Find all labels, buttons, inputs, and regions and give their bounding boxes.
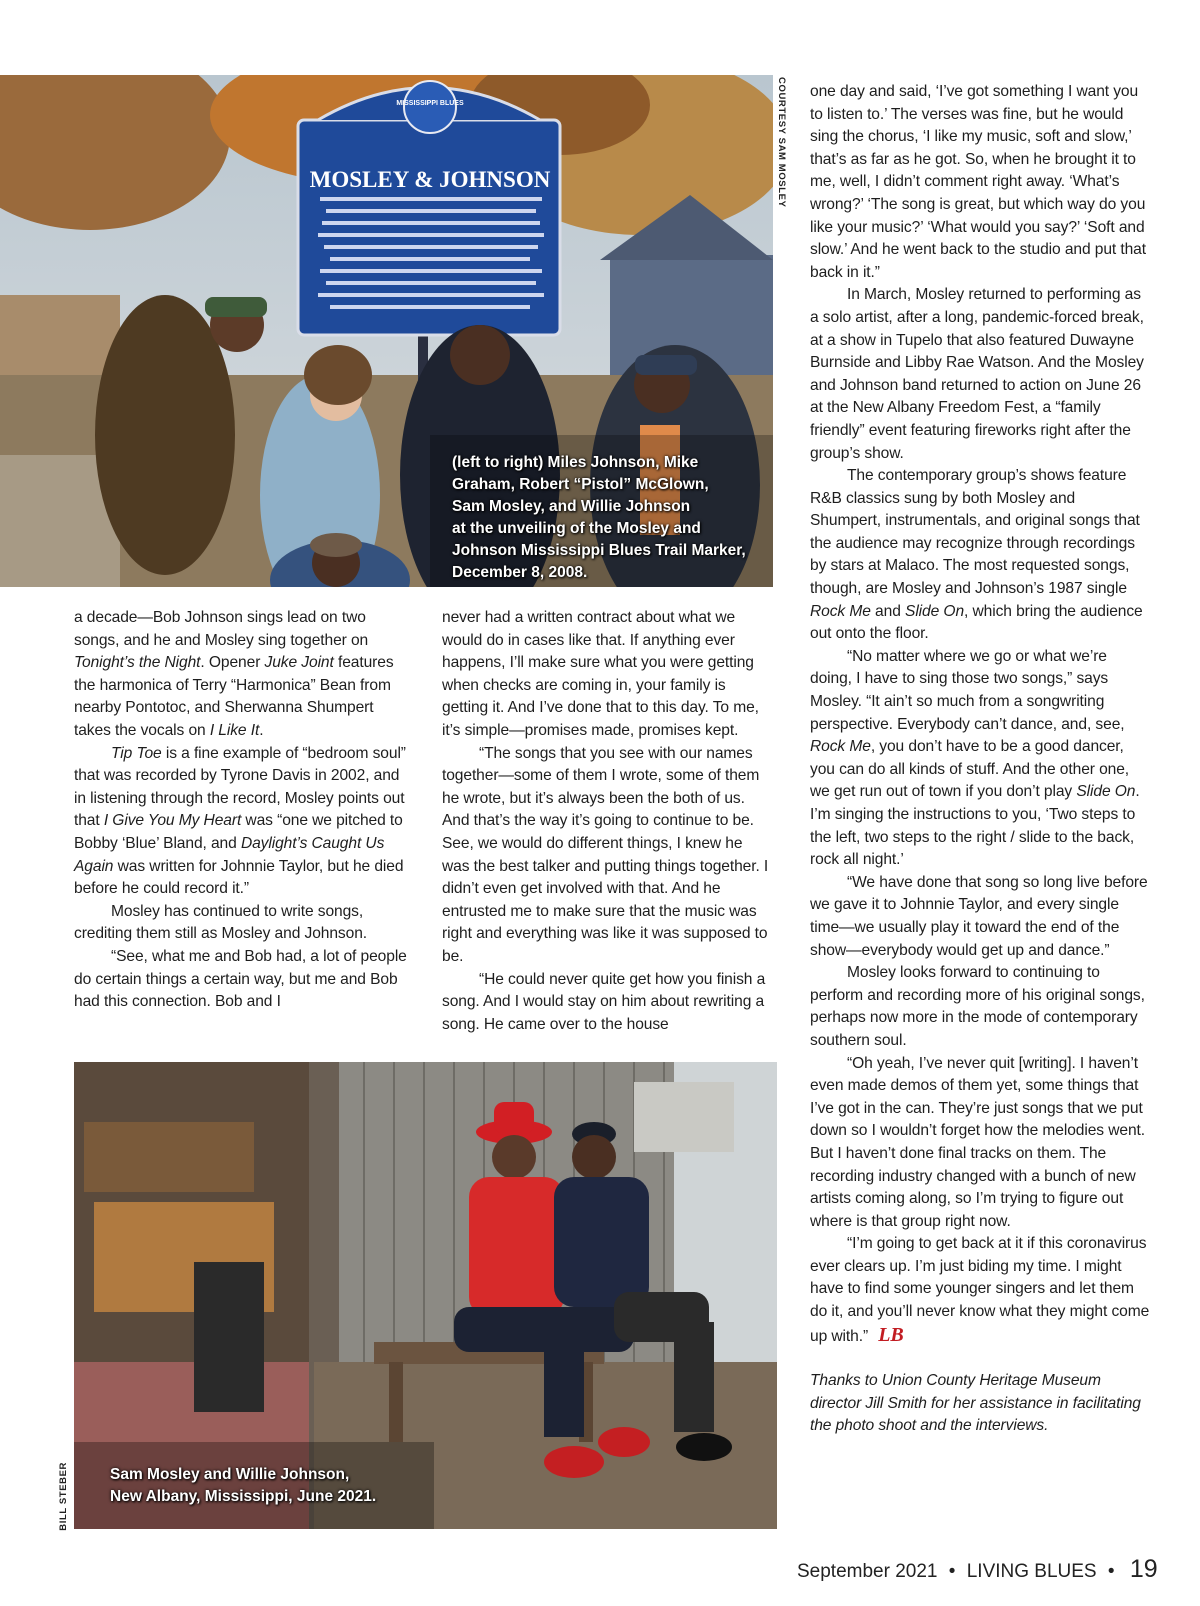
bottom-caption-line: Sam Mosley and Willie Johnson, bbox=[110, 1466, 350, 1483]
article-column-3 bbox=[810, 81, 1150, 1438]
paragraph: a decade—Bob Johnson sings lead on two songs, and he and Mosley sing together on Tonight’s the Night. Opener Juke Joint features the harmonica of Terry “Harmonica” Bean from nearby Pontotoc, and Sherwanna Shumpert takes the vocals on I Like It. bbox=[74, 609, 394, 739]
paragraph: Tip Toe is a fine example of “bedroom soul” that was recorded by Tyrone Davis in 2002, and in listening through the record, Mosley points out that I Give You My Heart was “one we pitched to Bobby ‘Blue’ Bland, and Daylight’s Caught Us Again was written for Johnnie Taylor, but he died before he could record it.” bbox=[74, 744, 406, 898]
page-number: 19 bbox=[1129, 1555, 1158, 1583]
end-mark-logo: LB bbox=[878, 1323, 904, 1346]
top-photo-credit: COURTESY SAM MOSLEY bbox=[776, 77, 787, 208]
footer-magazine-name: LIVING BLUES bbox=[966, 1561, 1097, 1582]
paragraph: “See, what me and Bob had, a lot of people do certain things a certain way, but me and Bob had this connection. Bob and I bbox=[74, 947, 407, 1011]
article-column-2 bbox=[442, 607, 772, 1036]
paragraph: “We have done that song so long live before we gave it to Johnnie Taylor, and every single time—we usually play it toward the end of the show—everybody would get up and dance.” bbox=[810, 873, 1148, 959]
top-caption-line: at the unveiling of the Mosley and bbox=[452, 520, 701, 537]
bottom-photo bbox=[74, 1062, 777, 1529]
sign-seal-text: MISSISSIPPI BLUES bbox=[396, 100, 464, 107]
bottom-caption-line: New Albany, Mississippi, June 2021. bbox=[110, 1488, 377, 1505]
bottom-photo-image bbox=[74, 1062, 777, 1529]
bottom-photo-credit: BILL STEBER bbox=[58, 1462, 69, 1531]
paragraph: “Oh yeah, I’ve never quit [writing]. I haven’t even made demos of them yet, some things that I’ve got in the can. They’re just songs that we put down so I wouldn’t forget how the melodies went. But I haven’t done final tracks on them. The recording industry changed with a bunch of new artists coming along, so I’m trying to figure out where is that group right now. bbox=[810, 1054, 1145, 1230]
paragraph: In March, Mosley returned to performing as a solo artist, after a long, pandemic-forced break, at a show in Tupelo that also featured Duwayne Burnside and Libby Rae Watson. And the Mosley and Johnson band returned to action on June 26 at the New Albany Freedom Fest, a “family friendly” event featuring fireworks right after the group’s show. bbox=[810, 286, 1144, 462]
article-column-1 bbox=[74, 607, 409, 1014]
paragraph: “No matter where we go or what we’re doing, I have to sing those two songs,” says Mosley. “It ain’t so much from a songwriting perspective. Everybody can’t dance, and, see, Rock Me, you don’t have to be a good dancer, you can do all kinds of stuff. And the other one, we get run out of town if you don’t play Slide On. I’m singing the instructions to you, ‘Two steps to the left, two steps to the right / slide to the back, rock all night.’ bbox=[810, 647, 1140, 869]
top-caption-line: December 8, 2008. bbox=[452, 564, 588, 581]
top-caption-line: Johnson Mississippi Blues Trail Marker, bbox=[452, 542, 746, 559]
footer-bullet: • bbox=[1107, 1561, 1115, 1582]
paragraph: never had a written contract about what we would do in cases like that. If anything ever happens, I’ll make sure what you were getting when checks are coming in, your family is getting it. And I’ve done that to this day. To me, it’s simple—promises made, promises kept. bbox=[442, 609, 759, 739]
paragraph: Mosley has continued to write songs, crediting them still as Mosley and Johnson. bbox=[74, 902, 367, 943]
paragraph: one day and said, ‘I’ve got something I want you to listen to.’ The verses was fine, but he would sing the chorus, ‘I like my music, soft and slow,’ that’s as far as he got. So, when he brought it to me, well, I didn’t comment right away. ‘What’s wrong?’ ‘The song is great, but which way do you like your music?’ ‘What would you say?’ ‘Soft and slow.’ And he went back to the studio and put that back in it.” bbox=[810, 83, 1146, 281]
top-caption-line: (left to right) Miles Johnson, Mike bbox=[452, 454, 699, 471]
top-caption-line: Graham, Robert “Pistol” McGlown, bbox=[452, 476, 709, 493]
top-caption-line: Sam Mosley, and Willie Johnson bbox=[452, 498, 691, 515]
footer-month: September 2021 bbox=[797, 1561, 938, 1582]
paragraph: “He could never quite get how you finish a song. And I would stay on him about rewriting a song. He came over to the house bbox=[442, 970, 766, 1033]
paragraph: “The songs that you see with our names together—some of them I wrote, some of them he wrote, but it’s always been the both of us. And that’s the way it’s going to continue to be. See, we would do different things, I knew he was the best talker and putting things together. I didn’t even get involved with that. And he entrusted me to make sure that the music was right and everything was like it was supposed to be. bbox=[442, 744, 769, 965]
footer-bullet: • bbox=[948, 1561, 956, 1582]
paragraph: Mosley looks forward to continuing to perform and recording more of his original songs, perhaps now more in the mode of contemporary southern soul. bbox=[810, 964, 1145, 1049]
paragraph: “I’m going to get back at it if this coronavirus ever clears up. I’m just biding my time. I might have to find some younger singers and let them do it, and you’ll never know what they might come up with.” LB bbox=[810, 1235, 1150, 1346]
sign-title: MOSLEY & JOHNSON bbox=[309, 167, 551, 192]
top-photo-caption bbox=[452, 452, 782, 584]
acknowledgement: Thanks to Union County Heritage Museum director Jill Smith for her assistance in facilitating the photo shoot and the interviews. bbox=[810, 1372, 1141, 1435]
paragraph: The contemporary group’s shows feature R&B classics sung by both Mosley and Shumpert, instrumentals, and original songs that the audience may recognize through recordings by stars at Malaco. The most requested songs, though, are Mosley and Johnson’s 1987 single Rock Me and Slide On, which bring the audience out onto the floor. bbox=[810, 467, 1143, 643]
bottom-photo-caption bbox=[110, 1464, 450, 1508]
page-footer bbox=[797, 1555, 1158, 1584]
